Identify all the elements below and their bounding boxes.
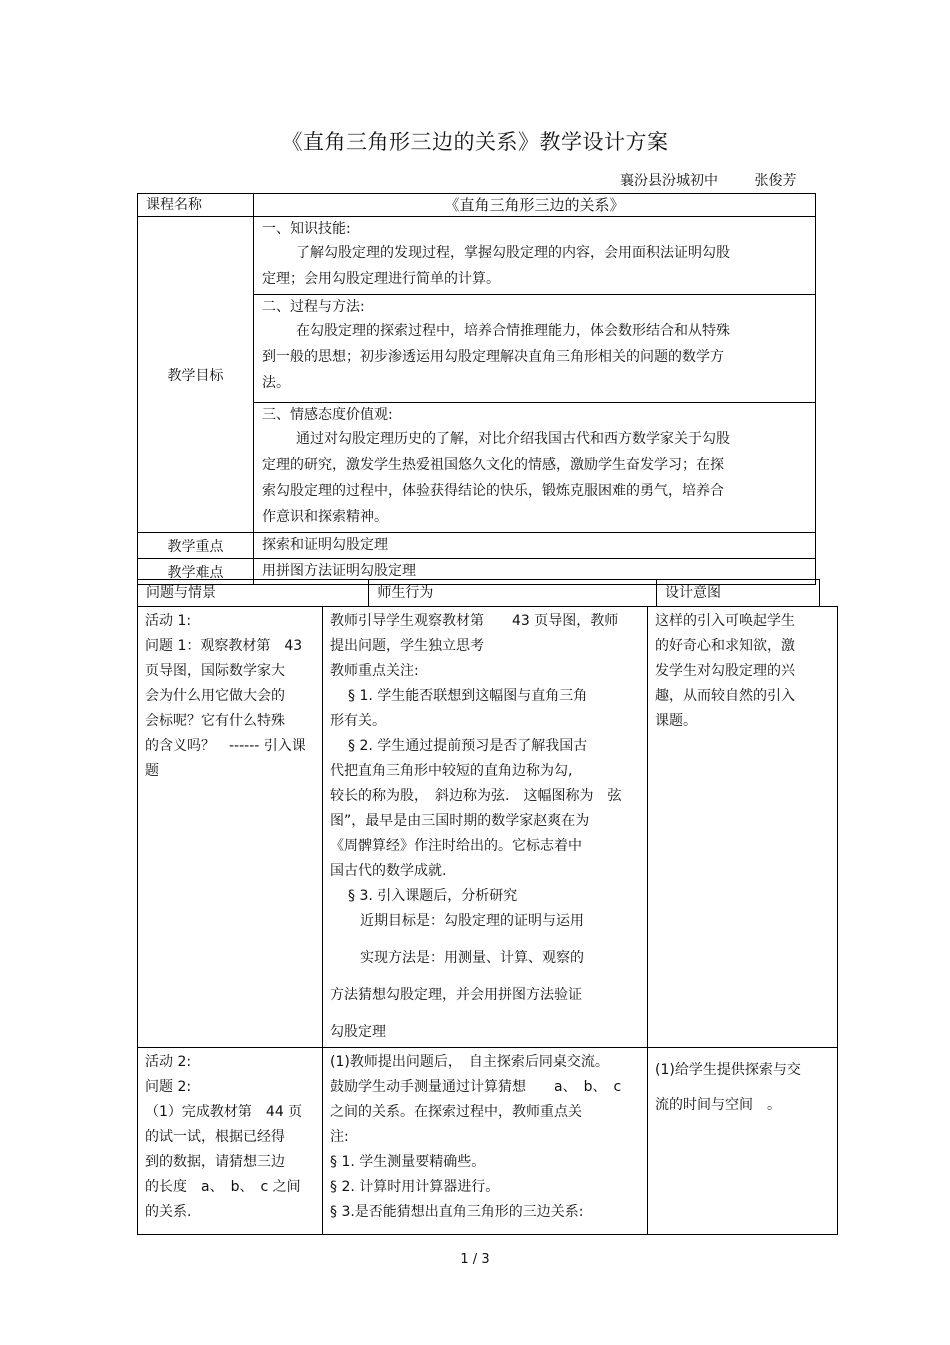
- activity1-q-line: 题: [145, 763, 159, 779]
- activity2-q-line: 问题 2:: [145, 1079, 192, 1095]
- goal1-heading: 一、知识技能:: [262, 221, 351, 237]
- goal3-text: 通过对勾股定理历史的了解，对比介绍我国古代和西方数学家关于勾股: [296, 431, 730, 447]
- activity1-i-line: 课题。: [655, 713, 697, 729]
- activity1-b-line: 勾股定理: [330, 1024, 386, 1040]
- activity1-q-line: 会标呢？它有什么特殊: [145, 713, 285, 729]
- activity1-b-line: 图”，最早是由三国时期的数学家赵爽在为: [330, 813, 590, 829]
- activity1-b-line: 提出问题，学生独立思考: [330, 638, 484, 654]
- goal2-heading: 二、过程与方法:: [262, 299, 365, 315]
- activity1-b-line: 教师重点关注:: [330, 663, 419, 679]
- course-row: [138, 194, 816, 217]
- activity2-b-line: § 3.是否能猜想出直角三角形的三边关系:: [330, 1204, 584, 1220]
- school-name: 襄汾县汾城初中: [620, 173, 718, 189]
- goal3-cell: [254, 403, 816, 533]
- activity1-i-line: 的好奇心和求知欲，激: [655, 638, 795, 654]
- activity1-q-line: 活动 1:: [145, 613, 192, 629]
- column-header-row: [138, 580, 820, 607]
- key-point-label: 教学重点: [138, 533, 254, 559]
- course-value: 《直角三角形三边的关系》: [254, 194, 816, 217]
- activity2-question: [138, 1048, 323, 1235]
- activity2-intent: [648, 1048, 838, 1235]
- activity1-b-line: 国古代的数学成就.: [330, 863, 447, 879]
- activity2-b-line: 注:: [330, 1129, 349, 1145]
- goal1-text-cont: 定理；会用勾股定理进行简单的计算。: [262, 271, 500, 287]
- activity2-q-line: 的试一试，根据已经得: [145, 1129, 285, 1145]
- activity2-b-line: (1)教师提出问题后， 自主探索后同桌交流。: [330, 1054, 609, 1070]
- activity1-behavior: [323, 607, 648, 1048]
- author-name: 张俊芳: [754, 173, 797, 189]
- activity1-b-line: 教师引导学生观察教材第 43 页导图，教师: [330, 613, 619, 629]
- activity2-row: [138, 1048, 838, 1235]
- activity2-b-line: 鼓励学生动手测量通过计算猜想 a、 b、 c: [330, 1079, 622, 1095]
- activity2-b-line: § 1. 学生测量要精确些。: [330, 1154, 486, 1170]
- activities-table: [137, 606, 838, 1235]
- goal2-text-cont: 到一般的思想；初步渗透运用勾股定理解决直角三角形相关的问题的数学方: [262, 349, 724, 365]
- author-line: [620, 170, 796, 190]
- activity1-b-line: § 1. 学生能否联想到这幅图与直角三角: [348, 688, 588, 704]
- activity1-b-line: 方法猜想勾股定理，并会用拼图方法验证: [330, 987, 582, 1003]
- column-header-situation: 问题与情景: [138, 580, 369, 607]
- activity2-b-line: 之间的关系。在探索过程中，教师重点关: [330, 1104, 582, 1120]
- activity1-i-line: 这样的引入可唤起学生: [655, 613, 795, 629]
- activity2-q-line: （1）完成教材第 44 页: [145, 1104, 303, 1120]
- goal3-heading: 三、情感态度价值观:: [262, 407, 393, 423]
- activity1-b-line: § 2. 学生通过提前预习是否了解我国古: [348, 738, 588, 754]
- activity2-q-line: 到的数据，请猜想三边: [145, 1154, 285, 1170]
- key-point-row: [138, 533, 816, 559]
- activity1-q-line: 的含义吗？ ------ 引入课: [145, 738, 306, 754]
- column-header-behavior: 师生行为: [369, 580, 657, 607]
- activity1-i-line: 发学生对勾股定理的兴: [655, 663, 795, 679]
- goal1-row: [138, 217, 816, 295]
- activity1-question: [138, 607, 323, 1048]
- activity1-q-line: 会为什么用它做大会的: [145, 688, 285, 704]
- key-point-value: 探索和证明勾股定理: [254, 533, 816, 559]
- activity1-b-line: 代把直角三角形中较短的直角边称为勾,: [330, 763, 573, 779]
- activity1-q-line: 问题 1：观察教材第 43: [145, 638, 303, 654]
- goal2-text: 在勾股定理的探索过程中，培养合情推理能力，体会数形结合和从特殊: [296, 323, 730, 339]
- activity2-i-line: (1)给学生提供探索与交: [655, 1062, 801, 1078]
- activity2-q-line: 的长度 a、 b、 c 之间: [145, 1179, 301, 1195]
- goal3-text-3: 索勾股定理的过程中，体验获得结论的快乐，锻炼克服困难的勇气，培养合: [262, 483, 724, 499]
- activity2-behavior: [323, 1048, 648, 1235]
- goal3-text-2: 定理的研究，激发学生热爱祖国悠久文化的情感，激励学生奋发学习；在探: [262, 457, 724, 473]
- activity1-b-line: 实现方法是：用测量、计算、观察的: [360, 950, 584, 966]
- page-number: 1 / 3: [460, 1252, 490, 1267]
- activity1-b-line: 近期目标是：勾股定理的证明与运用: [360, 913, 584, 929]
- activity2-q-line: 的关系.: [145, 1204, 192, 1220]
- activity1-intent: [648, 607, 838, 1048]
- goals-label: 教学目标: [138, 217, 254, 533]
- activity2-b-line: § 2. 计算时用计算器进行。: [330, 1179, 500, 1195]
- activity1-b-line: § 3. 引入课题后，分析研究: [348, 888, 518, 904]
- activity1-q-line: 页导图，国际数学家大: [145, 663, 285, 679]
- activity1-i-line: 趣，从而较自然的引入: [655, 688, 795, 704]
- activity2-q-line: 活动 2:: [145, 1054, 192, 1070]
- difficulty-value: 用拼图方法证明勾股定理: [254, 559, 816, 585]
- activity1-b-line: 较长的称为股， 斜边称为弦. 这幅图称为 弦: [330, 788, 622, 804]
- goal2-cell: [254, 295, 816, 403]
- column-header-intent: 设计意图: [657, 580, 820, 607]
- overview-table: [137, 193, 816, 585]
- course-label: 课程名称: [138, 194, 254, 217]
- activity2-i-line: 流的时间与空间 。: [655, 1097, 781, 1113]
- goal1-text: 了解勾股定理的发现过程，掌握勾股定理的内容，会用面积法证明勾股: [296, 245, 730, 261]
- activity1-row: [138, 607, 838, 1048]
- goal2-text-end: 法。: [262, 375, 290, 391]
- document-title: 《直角三角形三边的关系》教学设计方案: [281, 130, 669, 154]
- activity1-b-line: 形有关。: [330, 713, 386, 729]
- column-header-table: [137, 579, 820, 607]
- difficulty-label: 教学难点: [138, 559, 254, 585]
- goal1-cell: [254, 217, 816, 295]
- goal3-text-4: 作意识和探索精神。: [262, 509, 388, 525]
- activity1-b-line: 《周髀算经》作注时给出的。它标志着中: [330, 838, 582, 854]
